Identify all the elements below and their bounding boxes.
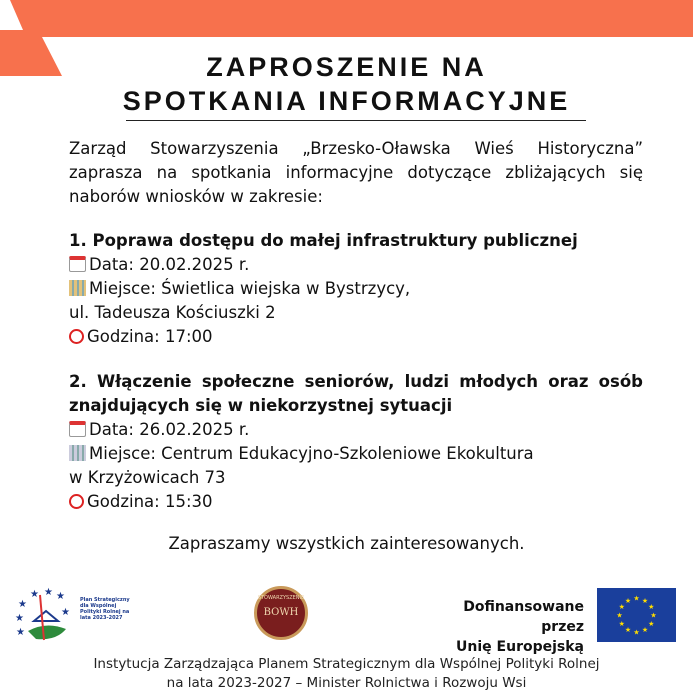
eu-star-icon: ★ [633, 628, 640, 637]
eu-star-icon: ★ [624, 596, 632, 605]
calendar-icon [69, 421, 86, 437]
footer [0, 655, 693, 693]
meeting-time: Godzina: 15:30 [87, 492, 213, 511]
building-icon [69, 280, 86, 296]
eu-star-icon: ★ [618, 603, 625, 611]
title-line-2: SPOTKANIA INFORMACYJNE [122, 86, 571, 116]
meeting-heading: 1. Poprawa dostępu do małej infrastruktury publicznej [69, 231, 578, 250]
eu-star-icon: ★ [641, 626, 649, 635]
svg-text:★: ★ [44, 587, 53, 598]
footer-line-1: Instytucja Zarządzająca Planem Strategicznym dla Wspólnej Polityki Rolnej [93, 656, 600, 672]
meeting-place: Miejsce: Świetlica wiejska w Bystrzycy, [89, 279, 411, 298]
eu-flag-icon [597, 588, 676, 642]
svg-text:★: ★ [16, 627, 25, 638]
svg-text:★: ★ [30, 589, 39, 600]
meeting-2 [69, 370, 643, 514]
alarm-clock-icon [69, 329, 84, 344]
meeting-date: Data: 26.02.2025 r. [89, 420, 250, 439]
eu-star-icon: ★ [624, 626, 632, 635]
alarm-clock-icon [69, 494, 84, 509]
eu-star-icon: ★ [633, 594, 640, 603]
eu-funding-text [420, 597, 584, 657]
bowh-logo [254, 586, 308, 640]
eu-star-icon: ★ [650, 611, 657, 620]
meeting-place: Miejsce: Centrum Edukacyjno-Szkoleniowe Ekokultura [89, 444, 534, 463]
bowh-text: BOWH [263, 607, 299, 618]
footer-line-2: na lata 2023-2027 – Minister Rolnictwa i Rozwoju Wsi [166, 675, 527, 691]
meeting-date: Data: 20.02.2025 r. [89, 255, 250, 274]
eu-star-icon: ★ [616, 611, 623, 620]
svg-text:★: ★ [15, 613, 24, 624]
svg-text:★: ★ [61, 607, 70, 618]
intro-text: Zarząd Stowarzyszenia „Brzesko-Oławska Wieś Historyczna” zaprasza na spotkania informacyjne dotyczące zbliżających się naborów wniosków w zakresie: [69, 139, 643, 206]
meeting-address: ul. Tadeusza Kościuszki 2 [69, 303, 276, 322]
svg-text:★: ★ [18, 599, 27, 610]
meeting-1 [69, 229, 643, 349]
psp-logo-text: Plan Strategiczny dla Wspólnej Polityki Rolnej na lata 2023-2027 [80, 597, 130, 621]
eu-line-1: Dofinansowane przez [463, 599, 584, 635]
eu-star-icon: ★ [648, 620, 655, 628]
meeting-time: Godzina: 17:00 [87, 327, 213, 346]
psp-logo [15, 585, 130, 643]
building-icon [69, 445, 86, 461]
eu-line-2: Unię Europejską [456, 639, 584, 655]
eu-star-icon: ★ [618, 620, 625, 628]
meeting-address: w Krzyżowicach 73 [69, 468, 226, 487]
bowh-ring-text: STOWARZYSZENIE [257, 595, 305, 601]
svg-text:★: ★ [56, 591, 65, 602]
eu-star-icon: ★ [648, 603, 655, 611]
title-divider [126, 120, 586, 121]
calendar-icon [69, 256, 86, 272]
closing-text: Zapraszamy wszystkich zainteresowanych. [168, 534, 525, 553]
meeting-heading: 2. Włączenie społeczne seniorów, ludzi młodych oraz osób znajdujących się w niekorzystnej sytuacji [69, 372, 643, 415]
eu-star-icon: ★ [641, 596, 649, 605]
title-line-1: ZAPROSZENIE NA [206, 52, 487, 82]
page-title [0, 50, 693, 118]
